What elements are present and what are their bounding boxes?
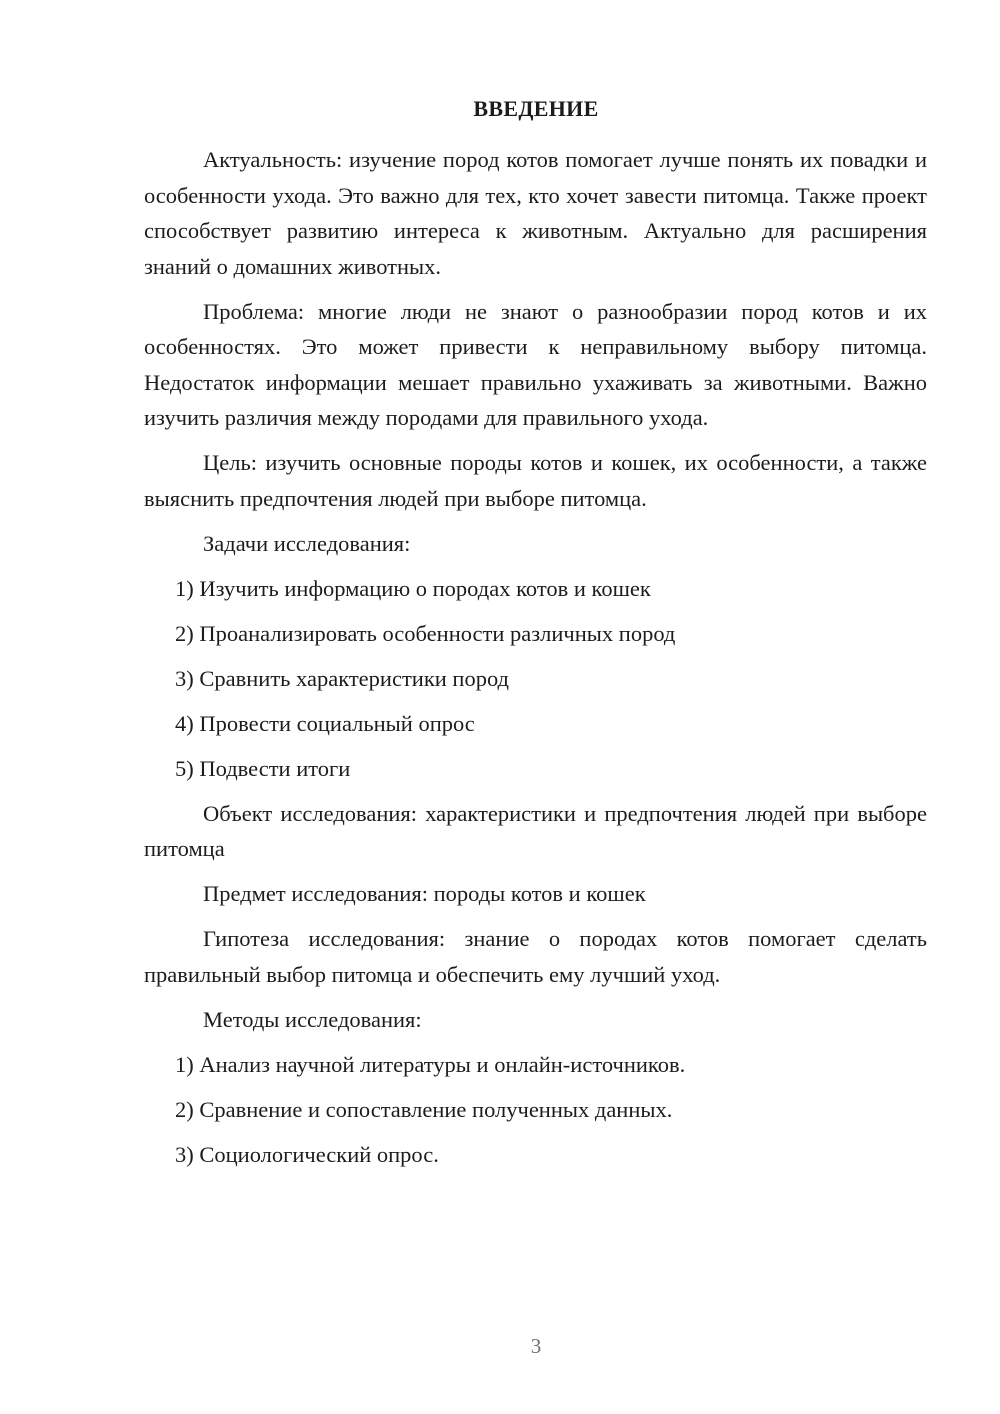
- method-item: 3) Социологический опрос.: [175, 1141, 439, 1167]
- task-item: 3) Сравнить характеристики пород: [175, 665, 510, 691]
- tasks-label: Задачи исследования:: [203, 530, 411, 556]
- problem-paragraph: Проблема: многие люди не знают о разнообразии пород котов и их особенностях. Это может привести к неправильному выбору питомца. Недостаток информации мешает правильно ухаживать за животными. Важно изучить различия между породами для правильного ухода.: [144, 298, 927, 430]
- task-item: 1) Изучить информацию о породах котов и кошек: [175, 575, 651, 601]
- goal-paragraph: Цель: изучить основные породы котов и кошек, их особенности, а также выяснить предпочтения людей при выборе питомца.: [144, 450, 927, 511]
- subject-paragraph: Предмет исследования: породы котов и кошек: [203, 881, 646, 906]
- page-title: ВВЕДЕНИЕ: [473, 96, 599, 121]
- relevance-paragraph: Актуальность: изучение пород котов помогает лучше понять их повадки и особенности ухода. Это важно для тех, кто хочет завести питомца. Также проект способствует развитию интереса к животным. Актуально для расширения знаний о домашних животных.: [144, 147, 927, 279]
- methods-label: Методы исследования:: [203, 1006, 422, 1032]
- hypothesis-paragraph: Гипотеза исследования: знание о породах котов помогает сделать правильный выбор питомца и обеспечить ему лучший уход.: [144, 926, 927, 987]
- task-item: 2) Проанализировать особенности различных пород: [175, 620, 676, 646]
- object-paragraph: Объект исследования: характеристики и предпочтения людей при выборе питомца: [144, 800, 927, 861]
- task-item: 4) Провести социальный опрос: [175, 710, 475, 736]
- method-item: 1) Анализ научной литературы и онлайн-источников.: [175, 1051, 686, 1077]
- body-text: [144, 142, 927, 1182]
- task-item: 5) Подвести итоги: [175, 755, 351, 781]
- page-number: 3: [530, 1334, 542, 1358]
- method-item: 2) Сравнение и сопоставление полученных данных.: [175, 1096, 673, 1122]
